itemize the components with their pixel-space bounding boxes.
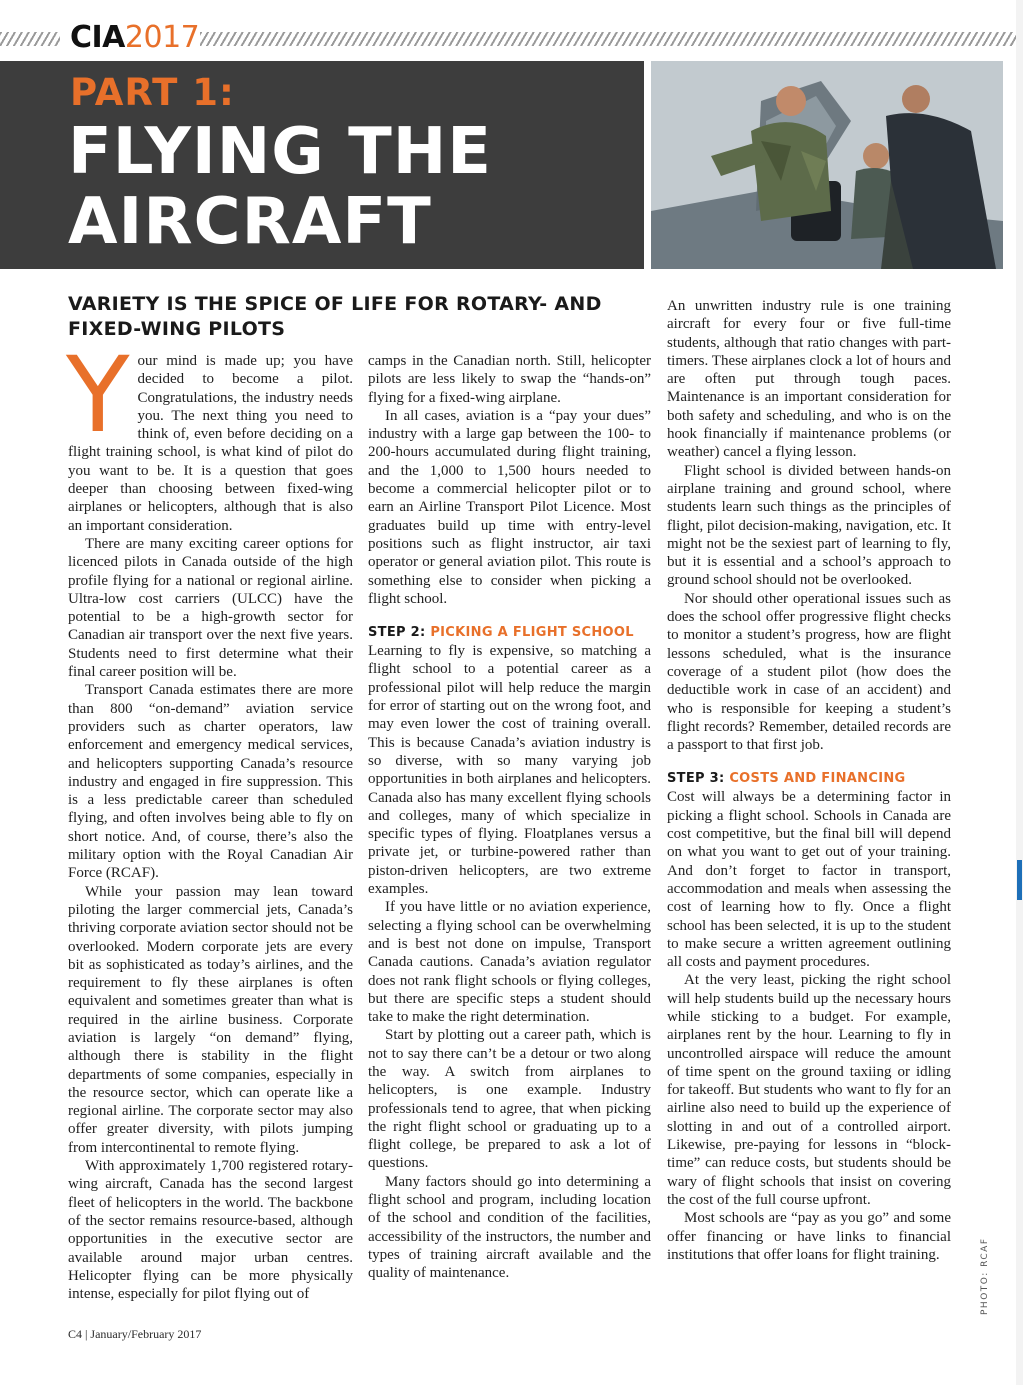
paragraph: camps in the Canadian north. Still, helicopter pilots are less likely to swap the “hands-on” flying for a fixed-wing airplane. — [368, 353, 651, 406]
paragraph: Flight school is divided between hands-on airplane training and ground school, where students learn such things as the principles of flight, pilot decision-making, navigation, etc. It might not be the sexiest part of learning to fly, but it is essential and a school’s approach to ground school should not be overlooked. — [667, 462, 951, 589]
step-number: STEP 2: — [368, 625, 426, 641]
footer-separator: | — [85, 1327, 88, 1341]
photo-credit: PHOTO: RCAF — [980, 1237, 990, 1315]
step-number: STEP 3: — [667, 771, 725, 787]
page-edge — [1016, 0, 1023, 1385]
part-label: PART 1: — [70, 71, 235, 114]
article-column-1 — [66, 334, 353, 1303]
paragraph: With approximately 1,700 registered rotary-wing aircraft, Canada has the second largest fleet of helicopters in the world. The backbone of the sector remains resource-based, although opportunities in the executive sector are available around major urban centres. Helicopter flying can be more physically intense, especially for pilot flying out of — [68, 1158, 353, 1303]
paragraph: At the very least, picking the right school will help students build up the necessary hours while sticking to a budget. For example, airplanes rent by the hour. Learning to fly in uncontrolled airspace will reduce the amount of time spent on the ground taxiing or idling for takeoff. But students who want to fly for an airline also need to build up the experience of slotting in and out of a controlled airport. Likewise, pre-paying for lessons in “block-time” can reduce costs, but students should be wary of flight schools that insist on covering the cost of the full course upfront. — [667, 972, 951, 1208]
brand-main: CIA — [70, 20, 125, 55]
decorative-stripes — [0, 32, 60, 46]
paragraph: Nor should other operational issues such as does the school offer progressive flight checks to monitor a student’s progress, how are flight lessons scheduled, what is the insurance coverage of a student pilot (how does the deductible work in case of an accident) and who is responsible for keeping a student’s flight records? Remember, detailed records are a passport to that first job. — [667, 590, 951, 754]
page-title: FLYING THE AIRCRAFT — [68, 115, 492, 259]
article-column-2 — [368, 352, 651, 1283]
step-title: COSTS AND FINANCING — [729, 771, 906, 787]
brand-year: 2017 — [124, 20, 200, 55]
paragraph: There are many exciting career options for licenced pilots in Canada outside of the high profile flying for a national or regional airline. Ultra-low cost carriers (ULCC) have the potential to be a high-growth sector for Canadian air transport over the next five years. Students need to first determine what their final career position will be. — [68, 535, 353, 681]
article-column-3 — [667, 297, 951, 1264]
dropcap: Y — [66, 334, 130, 456]
section-heading-step-2 — [368, 624, 651, 642]
edge-tab — [1017, 860, 1022, 900]
paragraph: Cost will always be a determining factor in picking a flight school. Schools in Canada are cost competitive, but the final bill will depend on what you want to get out of your training. And don’t forget to factor in transport, accommodation and meals when assessing the cost of learning how to fly. Once a flight school has been selected, it is up to the student to make secure a written agreement outlining all costs and payment procedures. — [667, 789, 951, 971]
photo-illustration — [651, 61, 1003, 269]
article-subhead: VARIETY IS THE SPICE OF LIFE FOR ROTARY- AND FIXED-WING PILOTS — [68, 293, 602, 340]
paragraph: Learning to fly is expensive, so matching a flight school to a potential career as a professional pilot will help reduce the margin for error of starting out on the wrong foot, and may even lower the cost of training overall. This is because Canada’s aviation industry is so diverse, with so many varying job opportunities in both airplanes and helicopters. Canada also has many excellent flying schools and colleges, many of which specialize in specific types of flying. Floatplanes versus a private jet, or turbine-powered rather than piston-driven helicopters, are two extreme examples. — [368, 643, 651, 898]
paragraph: Most schools are “pay as you go” and some offer financing or have links to financial institutions that offer loans for flight training. — [667, 1210, 951, 1263]
paragraph: Start by plotting out a career path, which is not to say there can’t be a detour or two along the way. A switch from airplanes to helicopters, is one example. Industry professionals tend to agree, that when picking the right flight school or graduating up to a flight college, be prepared to ask a lot of questions. — [368, 1027, 651, 1172]
paragraph: Transport Canada estimates there are more than 800 “on-demand” aviation service providers such as charter operators, law enforcement and emergency medical services, and helicopters supporting Canada’s resource industry and engaged in fire suppression. This is a less predictable career than scheduled flying, and often involves being able to fly on short notice. And, of course, there’s also the military option with the Royal Canadian Air Force (RCAF). — [68, 682, 353, 882]
issue-date: January/February 2017 — [90, 1327, 202, 1341]
page-number: C4 — [68, 1327, 83, 1341]
section-heading-step-3 — [667, 770, 951, 788]
paragraph: Many factors should go into determining a flight school and program, including location of the school and condition of the facilities, accessibility of the instructors, the number and types of training aircraft available and the quality of maintenance. — [368, 1173, 651, 1282]
article-photo — [651, 61, 1003, 269]
step-title: PICKING A FLIGHT SCHOOL — [430, 625, 634, 641]
paragraph: An unwritten industry rule is one training aircraft for every four or five full-time students, although that ratio changes with part-timers. These airplanes clock a lot of hours and are often put through tough paces. Maintenance is an important consideration for both safety and scheduling, and who is on the hook financially if maintenance problems (or weather) cancel a flying lesson. — [667, 298, 951, 461]
paragraph: If you have little or no aviation experience, selecting a flying school can be overwhelming and is best not done on impulse, Transport Canada cautions. Canada’s aviation regulator does not rank flight schools or flying colleges, but there are specific steps a student should take to make the right determination. — [368, 899, 651, 1026]
page-footer — [68, 1327, 201, 1342]
paragraph-text: our mind is made up; you have decided to become a pilot. Congratulations, the industry needs you. The next thing you need to think of, even before deciding on a flight training school, is what kind of pilot do you want to be. It is a question that goes deeper than choosing between fixed-wing airplanes or helicopters, although that is also an important consideration. — [68, 353, 353, 534]
decorative-stripes — [200, 32, 1023, 46]
paragraph: While your passion may lean toward piloting the larger commercial jets, Canada’s thriving corporate aviation sector should not be overlooked. Modern corporate jets are every bit as sophisticated as today’s airlines, and the requirement to fly these airplanes is often equivalent and sometimes greater than what is required in the airline business. Corporate aviation is largely “on demand” flying, although there is stability in the flight departments of some companies, especially in the resource sector, which can operate like a regional airline. The corporate sector may also offer greater diversity, with pilots jumping from intercontinental to remote flying. — [68, 883, 353, 1156]
title-banner — [0, 61, 644, 269]
masthead — [0, 18, 1023, 58]
paragraph: In all cases, aviation is a “pay your dues” industry with a large gap between the 100- to 200-hours accumulated during flight training, and the 1,000 to 1,500 hours needed to become a commercial helicopter pilot or to earn an Airline Transport Pilot Licence. Most graduates build up time with entry-level positions such as flight instructor, air taxi operator or general aviation pilot. This route is something else to consider when picking a flight school. — [368, 407, 651, 607]
brand-logo — [70, 18, 199, 58]
paragraph — [66, 334, 353, 535]
